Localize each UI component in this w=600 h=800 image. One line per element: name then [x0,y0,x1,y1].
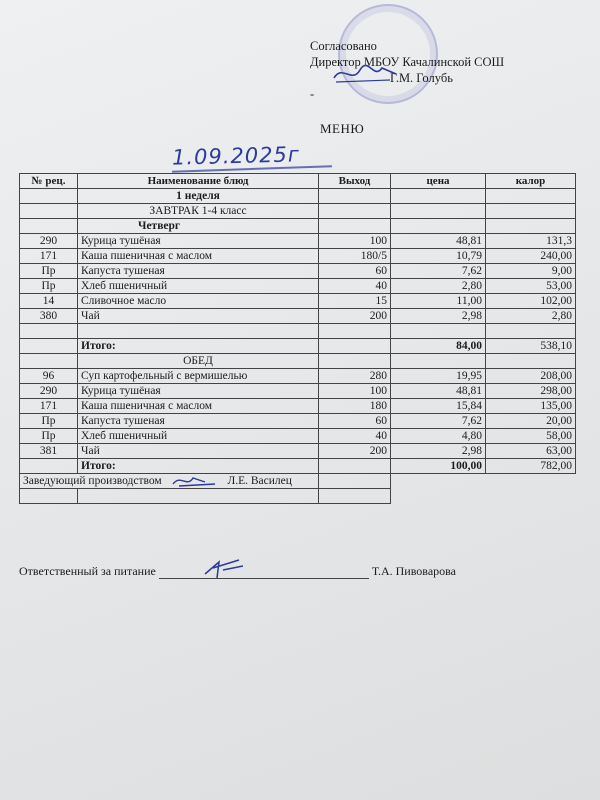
production-head-name: Л.Е. Василец [227,475,292,487]
row-name: Хлеб пшеничный [78,279,319,294]
row-code: Пр [20,414,78,429]
row-code: Пр [20,264,78,279]
table-row [20,444,576,459]
row-yield: 15 [319,294,391,309]
row-yield: 100 [319,234,391,249]
row-cal: 63,00 [486,444,576,459]
row-yield: 60 [319,264,391,279]
approval-name: Г.М. Голубь [390,71,453,85]
table-row [20,264,576,279]
table-header-row [20,174,576,189]
handwritten-date: 1.09.2025г [171,142,301,170]
row-yield: 180/5 [319,249,391,264]
table-row [20,369,576,384]
row-code: 171 [20,249,78,264]
row-name: Капуста тушеная [78,414,319,429]
header-price: цена [391,174,486,189]
row-price: 2,98 [391,444,486,459]
lunch-total-label: Итого: [78,459,319,474]
row-name: Суп картофельный с вермишелью [78,369,319,384]
row-cal: 240,00 [486,249,576,264]
lunch-title-row [20,354,576,369]
table-row [20,249,576,264]
empty-row [20,489,576,504]
table-row [20,384,576,399]
row-name: Курица тушёная [78,384,319,399]
row-cal: 53,00 [486,279,576,294]
approval-agreed: Согласовано [310,39,377,53]
row-cal: 298,00 [486,384,576,399]
row-code: Пр [20,279,78,294]
table-row [20,414,576,429]
footer [19,564,456,579]
production-head-row [20,474,576,489]
table-row [20,399,576,414]
row-yield: 40 [319,279,391,294]
footer-name: Т.А. Пивоварова [371,564,456,578]
lunch-rows [20,369,576,459]
lunch-total-cal: 782,00 [486,459,576,474]
approval-dash: - [310,87,315,101]
page-title: МЕНЮ [320,121,365,136]
footer-signature-line [159,566,369,579]
breakfast-total-price: 84,00 [391,339,486,354]
row-name: Сливочное масло [78,294,319,309]
footer-label: Ответственный за питание [19,564,156,578]
table-row [20,309,576,324]
responsible-signature-icon [199,556,249,582]
menu-table [19,173,576,504]
row-yield: 60 [319,414,391,429]
empty-row [20,324,576,339]
table-row [20,279,576,294]
table-row [20,234,576,249]
lunch-title: ОБЕД [78,354,319,369]
header-yield: Выход [319,174,391,189]
row-price: 7,62 [391,414,486,429]
day-row [20,219,576,234]
row-yield: 280 [319,369,391,384]
breakfast-title: ЗАВТРАК 1-4 класс [78,204,319,219]
row-cal: 9,00 [486,264,576,279]
week-row [20,189,576,204]
header-code: № рец. [20,174,78,189]
lunch-total-row [20,459,576,474]
table-row [20,429,576,444]
row-code: 171 [20,399,78,414]
director-signature-icon [330,62,400,86]
row-name: Чай [78,309,319,324]
week-label: 1 неделя [78,189,319,204]
row-name: Каша пшеничная с маслом [78,399,319,414]
row-code: 381 [20,444,78,459]
row-cal: 102,00 [486,294,576,309]
row-cal: 208,00 [486,369,576,384]
row-cal: 135,00 [486,399,576,414]
breakfast-rows [20,234,576,324]
row-price: 2,80 [391,279,486,294]
row-price: 10,79 [391,249,486,264]
row-code: 290 [20,384,78,399]
row-cal: 131,3 [486,234,576,249]
row-yield: 200 [319,444,391,459]
row-yield: 40 [319,429,391,444]
row-name: Курица тушёная [78,234,319,249]
header-cal: калор [486,174,576,189]
approval-position: Директор МБОУ Качалинской СОШ [310,55,505,69]
row-yield: 180 [319,399,391,414]
row-code: 96 [20,369,78,384]
row-name: Хлеб пшеничный [78,429,319,444]
row-cal: 2,80 [486,309,576,324]
row-name: Капуста тушеная [78,264,319,279]
row-cal: 20,00 [486,414,576,429]
row-price: 4,80 [391,429,486,444]
row-name: Каша пшеничная с маслом [78,249,319,264]
row-code: 290 [20,234,78,249]
table-row [20,294,576,309]
row-name: Чай [78,444,319,459]
row-price: 19,95 [391,369,486,384]
lunch-total-price: 100,00 [391,459,486,474]
header-name: Наименование блюд [78,174,319,189]
breakfast-total-row [20,339,576,354]
row-code: Пр [20,429,78,444]
row-yield: 100 [319,384,391,399]
breakfast-total-label: Итого: [78,339,319,354]
row-code: 380 [20,309,78,324]
production-signature-icon [165,474,225,488]
row-price: 7,62 [391,264,486,279]
breakfast-title-row [20,204,576,219]
row-yield: 200 [319,309,391,324]
row-cal: 58,00 [486,429,576,444]
row-price: 15,84 [391,399,486,414]
row-code: 14 [20,294,78,309]
production-head-label: Заведующий производством [23,475,162,487]
breakfast-total-cal: 538,10 [486,339,576,354]
row-price: 48,81 [391,234,486,249]
row-price: 2,98 [391,309,486,324]
row-price: 11,00 [391,294,486,309]
row-price: 48,81 [391,384,486,399]
day-label: Четверг [78,219,319,234]
